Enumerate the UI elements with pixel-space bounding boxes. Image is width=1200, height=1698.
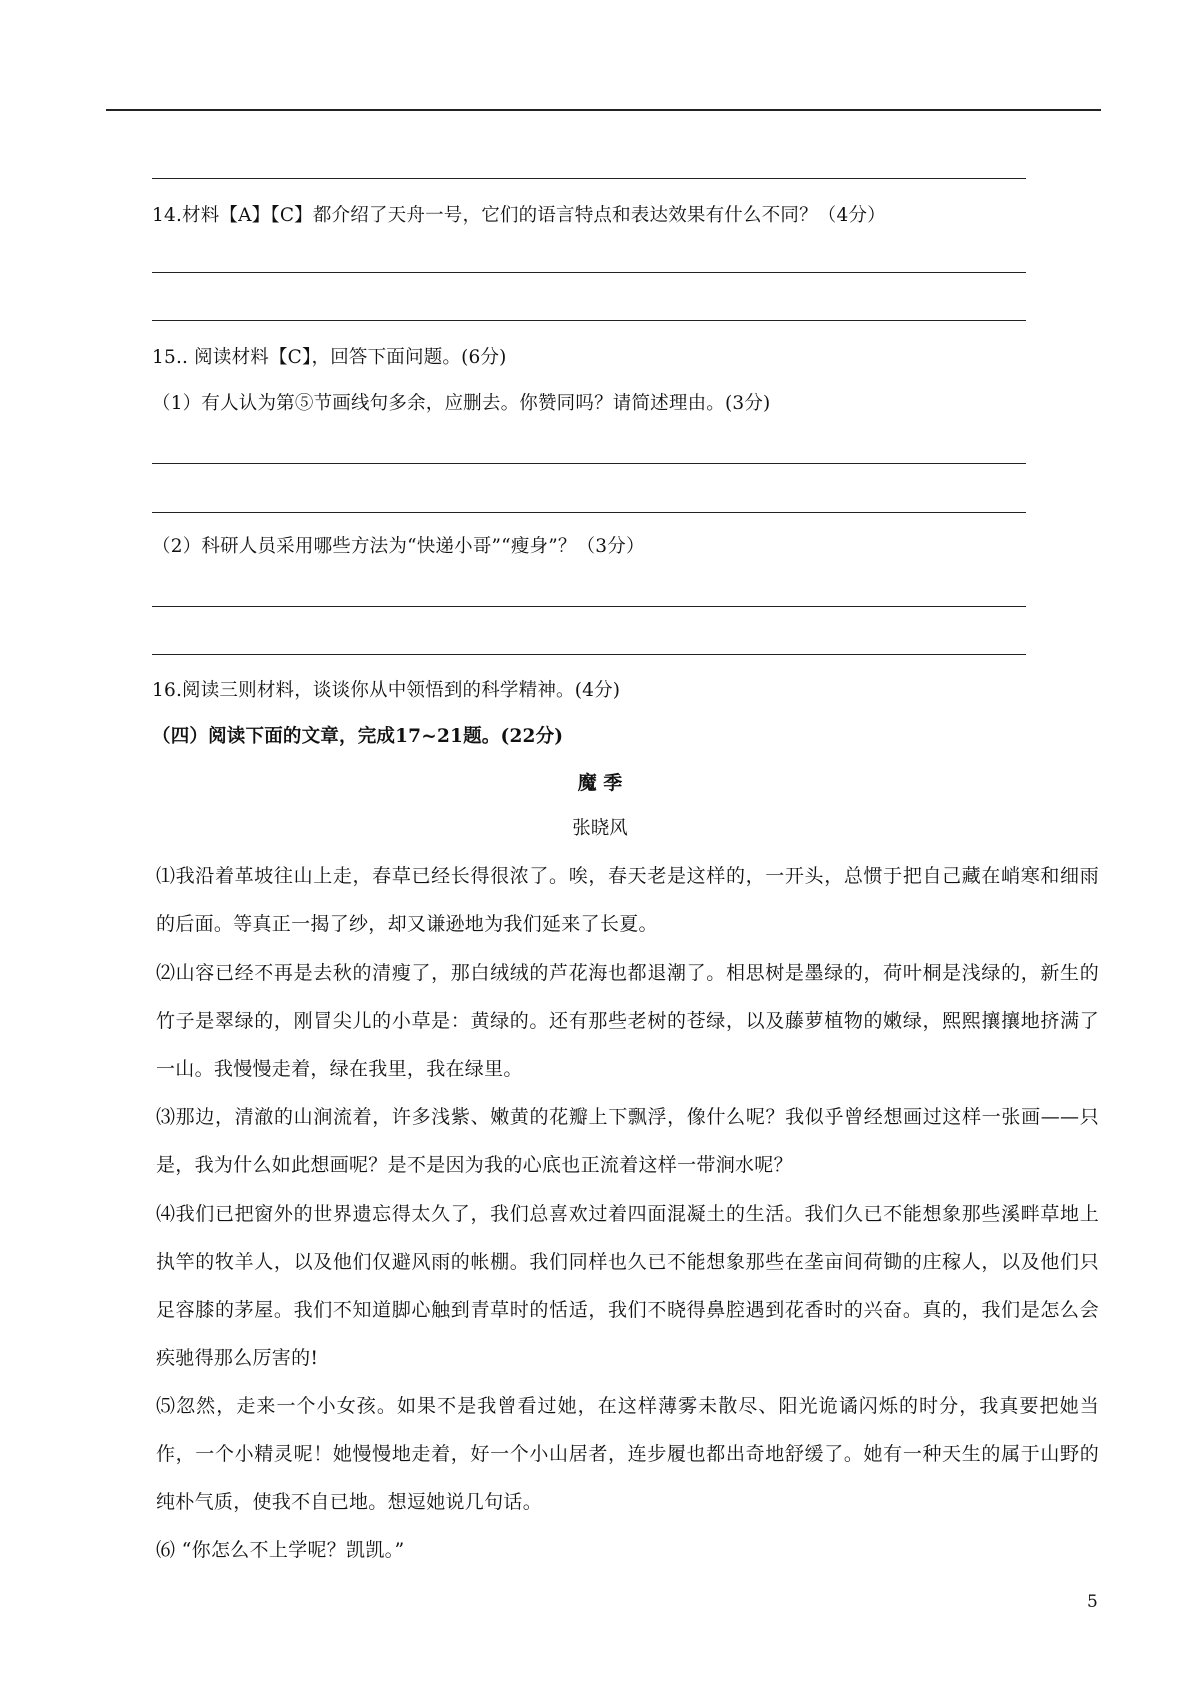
paragraph-3: ⑶那边，清澈的山涧流着，许多浅紫、嫩黄的花瓣上下飘浮，像什么呢？我似乎曾经想画过这样一张画——只是，我为什么如此想画呢？是不是因为我的心底也正流着这样一带涧水呢？ [156, 1106, 1099, 1176]
paragraph-6: ⑹ “你怎么不上学呢？凯凯。” [156, 1539, 405, 1561]
question-16: 16.阅读三则材料，谈谈你从中领悟到的科学精神。(4分) [152, 680, 621, 701]
paragraph-5: ⑸忽然，走来一个小女孩。如果不是我曾看过她，在这样薄雾未散尽、阳光诡谲闪烁的时分，我真要把她当作，一个小精灵呢！她慢慢地走着，好一个小山居者，连步履也都出奇地舒缓了。她有一种天生的属于山野的纯朴气质，使我不自已地。想逗她说几句话。 [156, 1395, 1099, 1513]
header-rule [106, 109, 1101, 111]
paragraph-1: ⑴我沿着革坡往山上走，春草已经长得很浓了。唉，春天老是这样的，一开头，总惯于把自己藏在峭寒和细雨的后面。等真正一揭了纱，却又谦逊地为我们延来了长夏。 [156, 865, 1099, 935]
answer-line [152, 320, 1026, 321]
article-title: 魔 季 [577, 772, 623, 794]
question-15: 15.. 阅读材料【C】，回答下面问题。(6分) [152, 347, 507, 368]
answer-line [152, 654, 1026, 655]
page-number: 5 [1087, 1592, 1098, 1612]
answer-line [152, 606, 1026, 607]
answer-line [152, 512, 1026, 513]
question-15-1: （1）有人认为第⑤节画线句多余，应删去。你赞同吗？请简述理由。(3分) [152, 393, 771, 414]
answer-line [152, 178, 1026, 179]
paragraph-2: ⑵山容已经不再是去秋的清瘦了，那白绒绒的芦花海也都退潮了。相思树是墨绿的，荷叶桐是浅绿的，新生的竹子是翠绿的，刚冒尖儿的小草是：黄绿的。还有那些老树的苍绿，以及藤萝植物的嫩绿，熙熙攘攘地挤满了一山。我慢慢走着，绿在我里，我在绿里。 [156, 962, 1099, 1080]
section-4-heading: （四）阅读下面的文章，完成17~21题。(22分) [152, 726, 564, 747]
answer-line [152, 272, 1026, 273]
paragraph-4: ⑷我们已把窗外的世界遗忘得太久了，我们总喜欢过着四面混凝土的生活。我们久已不能想象那些溪畔草地上执竿的牧羊人，以及他们仅避风雨的帐棚。我们同样也久已不能想象那些在垄亩间荷锄的庄稼人，以及他们只足容膝的茅屋。我们不知道脚心触到青草时的恬适，我们不晓得鼻腔遇到花香时的兴奋。真的，我们是怎么会疾驰得那么厉害的! [156, 1203, 1099, 1369]
answer-line [152, 463, 1026, 464]
article-author: 张晓风 [572, 818, 628, 839]
question-15-2: （2）科研人员采用哪些方法为“快递小哥”“瘦身”？（3分） [152, 536, 645, 557]
question-14: 14.材料【A】【C】都介绍了天舟一号，它们的语言特点和表达效果有什么不同？（4分） [152, 205, 886, 226]
